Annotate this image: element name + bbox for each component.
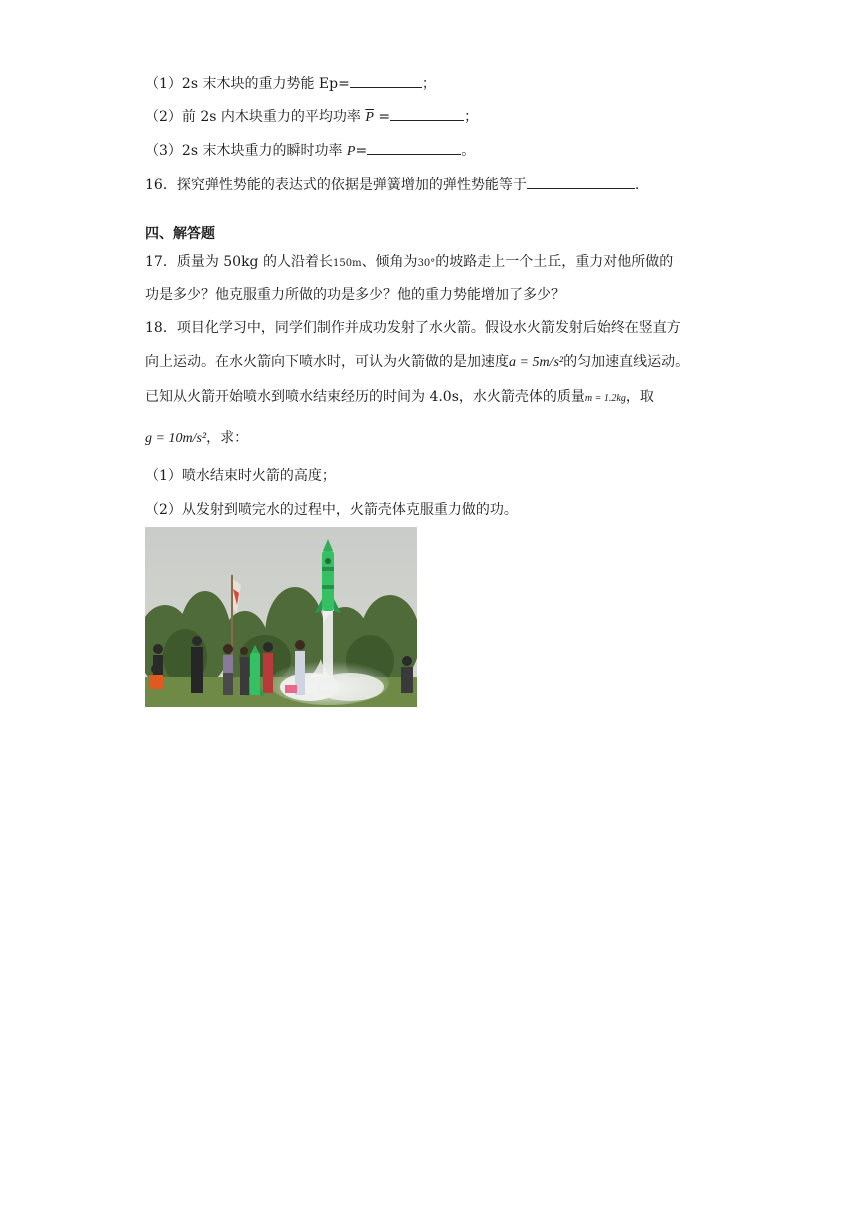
- acceleration-formula: a = 5m/s²: [509, 355, 564, 370]
- water-rocket-photo: [145, 527, 417, 707]
- q15-part2: （2）前 2s 内木块重力的平均功率 $\overline{P}$ = ；: [145, 106, 478, 128]
- question-18-sub1: （1）喷水结束时火箭的高度；: [145, 468, 336, 484]
- slope-length: 150m: [332, 258, 362, 269]
- question-18-line2: 向上运动。在水火箭向下喷水时，可认为火箭做的是加速度a = 5m/s²的匀加速直线运动。: [145, 354, 690, 370]
- question-16: 16．探究弹性势能的表达式的依据是弹簧增加的弹性势能等于 .: [145, 174, 639, 195]
- q15-part3: （3）2s 末木块重力的瞬时功率 P= 。: [145, 140, 475, 162]
- q16-text: 16．探究弹性势能的表达式的依据是弹簧增加的弹性势能等于: [145, 177, 527, 193]
- q15-part2-text: （2）前 2s 内木块重力的平均功率: [145, 109, 366, 125]
- question-18-sub2: （2）从发射到喷完水的过程中，火箭壳体克服重力做的功。: [145, 502, 518, 518]
- answer-blank[interactable]: [390, 106, 464, 121]
- mass-formula: m = 1.2kg: [584, 393, 626, 404]
- question-17-line2: 功是多少？他克服重力所做的功是多少？他的重力势能增加了多少？: [145, 287, 565, 303]
- answer-blank[interactable]: [367, 140, 461, 155]
- q15-part1-text: （1）2s 末木块的重力势能 Ep=: [145, 76, 350, 92]
- section-heading: 四、解答题: [145, 226, 215, 242]
- q15-part3-text: （3）2s 末木块重力的瞬时功率: [145, 143, 347, 159]
- question-17-line1: 17．质量为 50kg 的人沿着长150m、倾角为30°的坡路走上一个土丘，重力对他所做的: [145, 254, 674, 270]
- question-18-line1: 18．项目化学习中，同学们制作并成功发射了水火箭。假设水火箭发射后始终在竖直方: [145, 320, 681, 336]
- gravity-formula: g = 10m/s²: [145, 431, 207, 446]
- q15-part1: （1）2s 末木块的重力势能 Ep= ；: [145, 73, 436, 94]
- power-symbol: P: [346, 144, 356, 159]
- question-18-line3: 已知从火箭开始喷水到喷水结束经历的时间为 4.0s，水火箭壳体的质量m = 1.2kg，取: [145, 389, 654, 405]
- slope-angle: 30°: [417, 258, 436, 269]
- answer-blank[interactable]: [350, 73, 422, 88]
- question-18-line4: g = 10m/s²，求：: [145, 430, 249, 446]
- answer-blank[interactable]: [527, 174, 635, 189]
- average-power-symbol: $\overline{P}$: [365, 110, 374, 125]
